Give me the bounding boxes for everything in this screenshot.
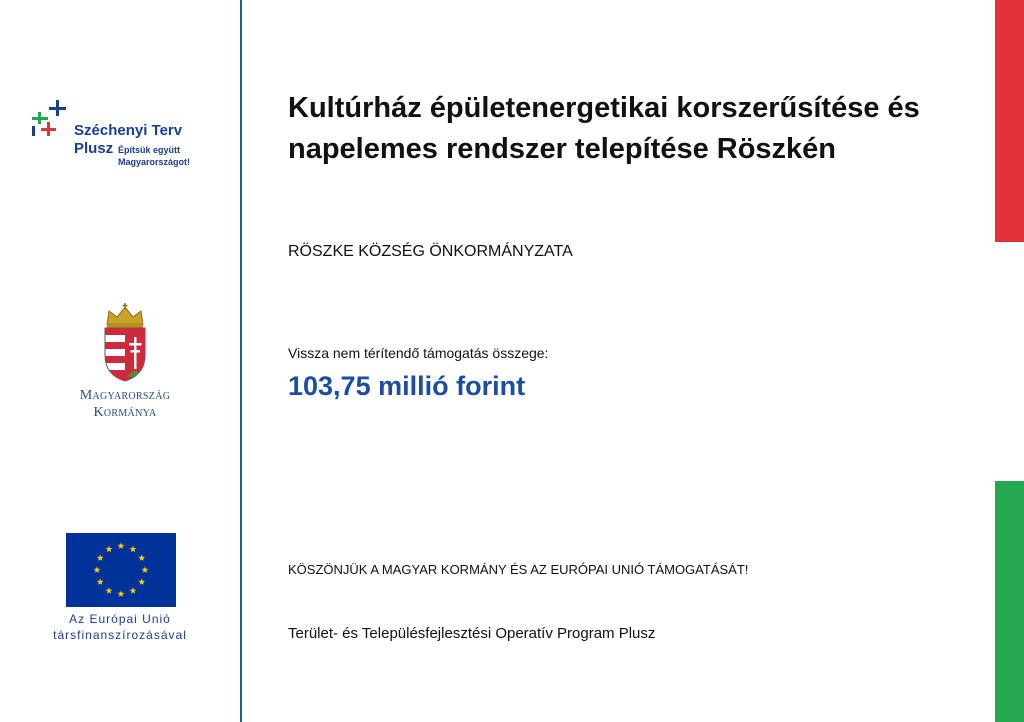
beneficiary-name: RÖSZKE KÖZSÉG ÖNKORMÁNYZATA bbox=[288, 243, 573, 260]
eu-cofinancing-text bbox=[20, 611, 220, 643]
government-logo bbox=[40, 303, 210, 423]
szechenyi-title: Széchenyi Terv bbox=[74, 122, 183, 139]
szechenyi-subtitle: Plusz bbox=[74, 140, 114, 157]
thanks-statement: KÖSZÖNJÜK A MAGYAR KORMÁNY ÉS AZ EURÓPAI UNIÓ TÁMOGATÁSÁT! bbox=[288, 562, 749, 577]
grant-amount-value: 103,75 millió forint bbox=[288, 371, 526, 401]
flag-stripe-red bbox=[995, 0, 1024, 242]
szechenyi-cross-icon bbox=[30, 98, 74, 142]
program-name: Terület- és Településfejlesztési Operatív Program Plusz bbox=[288, 625, 656, 642]
government-name-line1: Magyarország bbox=[79, 388, 171, 403]
eu-text-line2: társfinanszírozásával bbox=[53, 628, 187, 642]
szechenyi-terv-logo bbox=[30, 98, 220, 178]
coat-of-arms-icon bbox=[97, 303, 153, 383]
szechenyi-slogan-line2: Magyarországot! bbox=[118, 157, 191, 167]
government-name-line2: Kormánya bbox=[93, 405, 157, 420]
grant-amount-label: Vissza nem térítendő támogatás összege: bbox=[288, 345, 549, 361]
szechenyi-slogan-line1: Építsük együtt bbox=[118, 145, 181, 155]
eu-flag-icon bbox=[66, 533, 176, 607]
project-title: Kultúrház épületenergetikai korszerűsítése és napelemes rendszer telepítése Röszkén bbox=[288, 92, 920, 165]
szechenyi-slogan bbox=[118, 144, 218, 168]
flag-stripe-green bbox=[995, 481, 1024, 722]
vertical-divider bbox=[240, 0, 242, 722]
eu-text-line1: Az Európai Unió bbox=[69, 612, 171, 626]
government-name bbox=[40, 387, 210, 421]
